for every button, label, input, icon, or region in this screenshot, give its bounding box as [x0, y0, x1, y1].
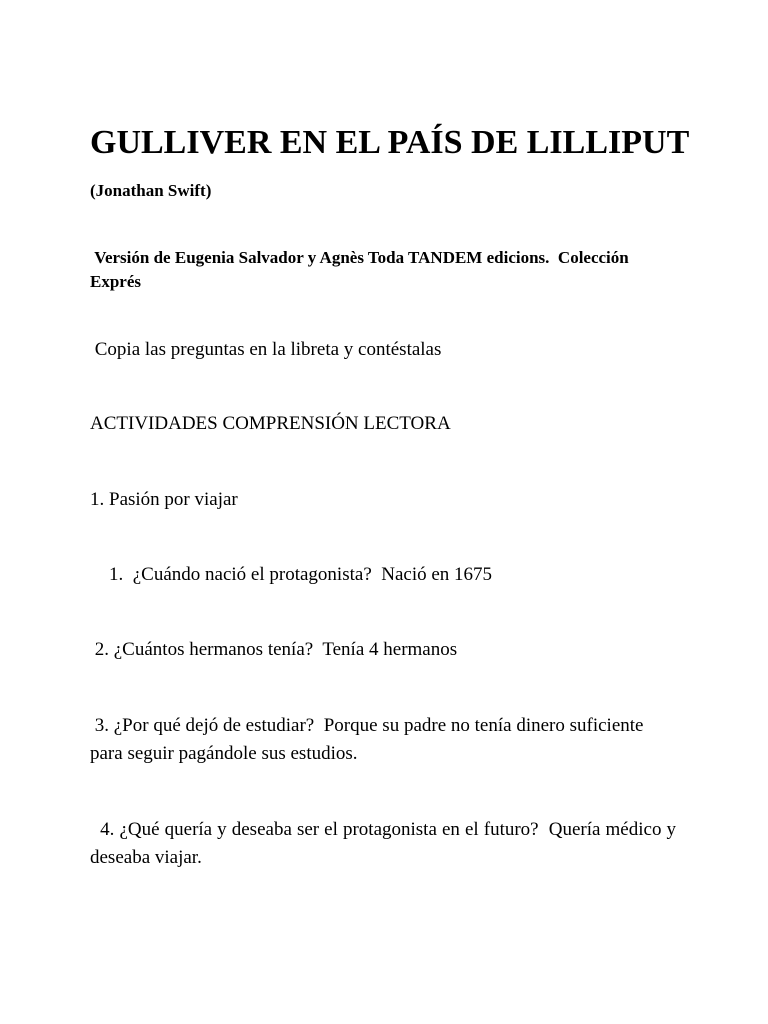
- question-3: 3. ¿Por qué dejó de estudiar? Porque su padre no tenía dinero suficiente para seguir pagándole sus estudios.: [90, 715, 649, 764]
- instruction-text: Copia las preguntas en la libreta y contéstalas: [90, 339, 442, 360]
- question-1: 1. ¿Cuándo nació el protagonista? Nació en 1675: [90, 564, 493, 585]
- question-4: 4. ¿Qué quería y deseaba ser el protagonista en el futuro? Quería médico y deseaba viajar.: [90, 819, 681, 868]
- document-author: (Jonathan Swift): [90, 181, 212, 200]
- question-2: 2. ¿Cuántos hermanos tenía? Tenía 4 hermanos: [90, 639, 458, 660]
- document-title: GULLIVER EN EL PAÍS DE LILLIPUT: [90, 124, 690, 161]
- activities-heading: ACTIVIDADES COMPRENSIÓN LECTORA: [90, 413, 451, 434]
- edition-note: Versión de Eugenia Salvador y Agnès Toda TANDEM edicions. Colección Exprés: [90, 248, 633, 291]
- section-heading: 1. Pasión por viajar: [90, 489, 238, 510]
